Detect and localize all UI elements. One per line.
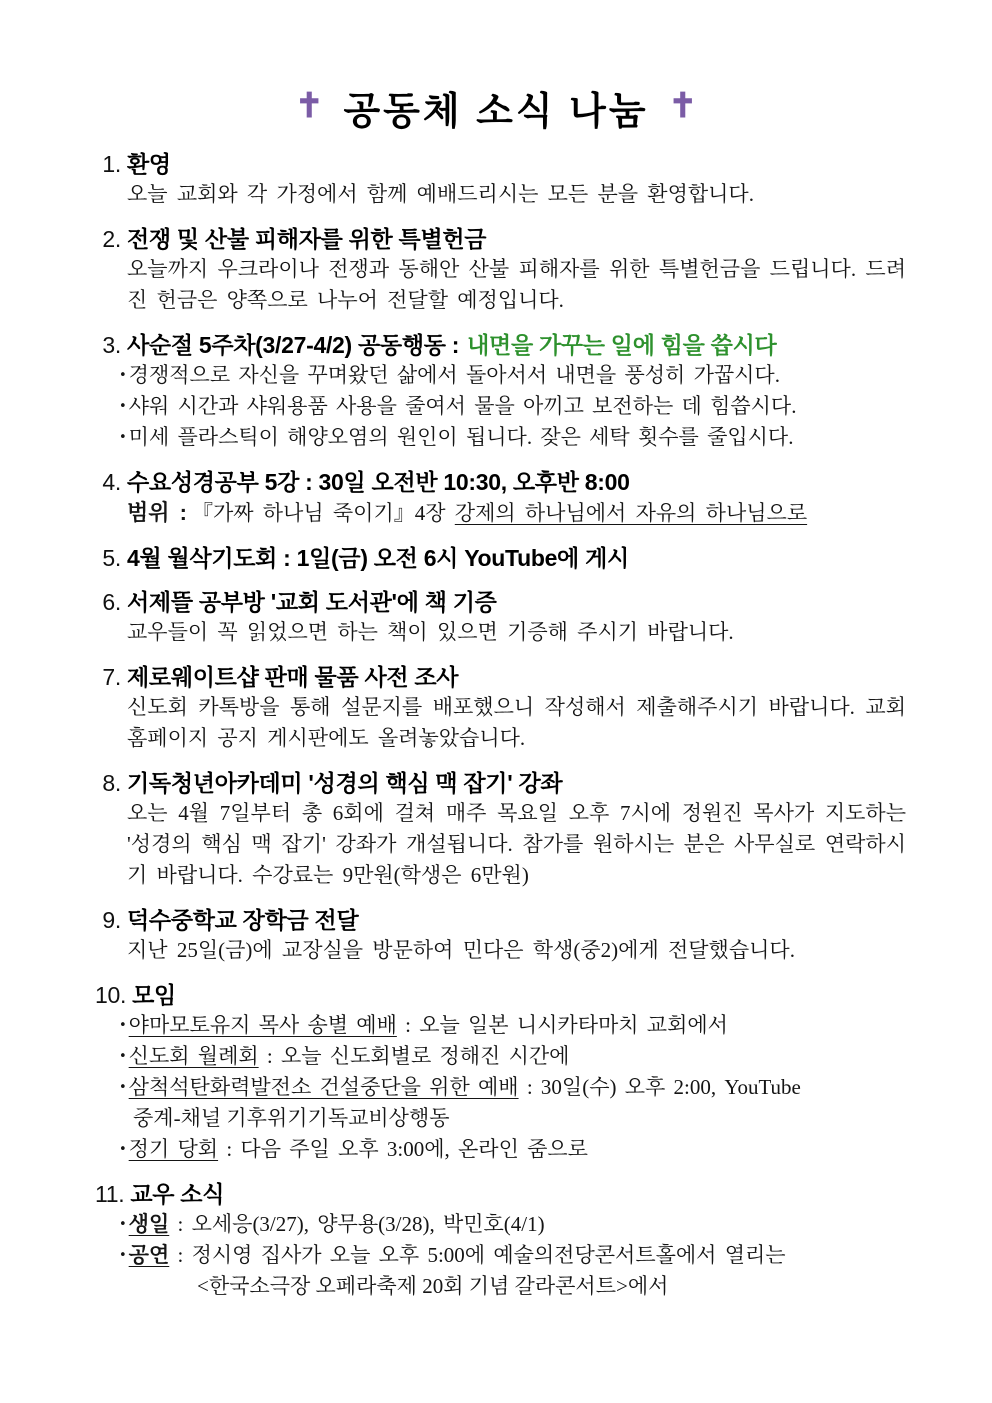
item-title: 덕수중학교 장학금 전달: [127, 907, 359, 933]
bullet-icon: •: [119, 1018, 127, 1033]
announcement-item-5: [95, 543, 906, 573]
page-title-row: [0, 80, 992, 135]
item-number: 2.: [102, 226, 121, 252]
item-title: [127, 330, 776, 360]
meeting-item: [119, 1072, 906, 1103]
item-number: 11.: [95, 1181, 125, 1207]
item-heading-row: [95, 149, 906, 179]
announcement-item-11: [95, 1179, 906, 1302]
meeting-detail-continued: 중계-채널 기후위기기독교비상행동: [133, 1106, 450, 1130]
meeting-name: 야마모토유지 목사 송별 예배: [128, 1013, 397, 1037]
announcement-item-8: [95, 768, 906, 891]
meeting-item: [119, 1041, 906, 1072]
bullet-icon: •: [119, 1080, 127, 1095]
bullet-icon: •: [119, 1248, 127, 1263]
announcement-item-3: [95, 330, 906, 453]
announcement-item-7: [95, 662, 906, 754]
item-title: 4월 월삭기도회 : 1일(금) 오전 6시 YouTube에 게시: [127, 545, 629, 571]
item-number: 1.: [102, 151, 121, 177]
item-body: 교우들이 꼭 읽었으면 하는 책이 있으면 기증해 주시기 바랍니다.: [127, 620, 734, 644]
bullet-icon: •: [119, 399, 127, 414]
item-title: 기독청년아카데미 '성경의 핵심 맥 잡기' 강좌: [127, 770, 563, 796]
bullet-item: [119, 422, 906, 453]
item-title-black: 사순절 5주차(3/27-4/2) 공동행동 :: [127, 332, 460, 358]
item-body: 오늘까지 우크라이나 전쟁과 동해안 산불 피해자를 위한 특별헌금을 드립니다. 드려진 헌금은 양쪽으로 나누어 전달할 예정입니다.: [127, 257, 906, 312]
bullet-item: [119, 360, 906, 391]
news-detail: : 정시영 집사가 오늘 오후 5:00에 예술의전당콘서트홀에서 열리는: [169, 1243, 786, 1267]
page-title: 공동체 소식 나눔: [343, 91, 649, 133]
meeting-name: 삼척석탄화력발전소 건설중단을 위한 예배: [128, 1075, 519, 1099]
item-number: 10.: [95, 982, 127, 1008]
cross-left-icon: ✝: [294, 87, 324, 125]
announcement-item-9: [95, 905, 906, 966]
item-title: 전쟁 및 산불 피해자를 위한 특별헌금: [127, 226, 487, 252]
item-number: 5.: [102, 545, 121, 571]
item-title: 제로웨이트샵 판매 물품 사전 조사: [127, 664, 459, 690]
bible-study-range: [127, 497, 906, 529]
bullet-icon: •: [119, 430, 127, 445]
bullet-icon: •: [119, 1142, 127, 1157]
meeting-name: 정기 당회: [128, 1137, 219, 1161]
item-heading-row: [95, 330, 906, 360]
meeting-list: [119, 1010, 906, 1165]
item-heading-row: [95, 224, 906, 254]
range-chapter-underlined: 강제의 하나님에서 자유의 하나님으로: [454, 501, 808, 525]
item-content: [127, 692, 906, 754]
meeting-detail: : 다음 주일 오후 3:00에, 온라인 줌으로: [218, 1137, 588, 1161]
item-content: [127, 617, 906, 648]
item-heading-row: [95, 980, 906, 1010]
bullet-text: 경쟁적으로 자신을 꾸며왔던 삶에서 돌아서서 내면을 풍성히 가꿉시다.: [128, 363, 780, 387]
announcement-item-1: [95, 149, 906, 210]
item-body: 오는 4월 7일부터 총 6회에 걸쳐 매주 목요일 오후 7시에 정원진 목사가 지도하는 '성경의 핵심 맥 잡기' 강좌가 개설됩니다. 참가를 원하시는 분은 사무실로 연락하시기 바랍니다. 수강료는 9만원(학생은 6만원): [127, 801, 906, 887]
news-category: 생일: [128, 1212, 170, 1236]
item-number: 4.: [102, 469, 121, 495]
meeting-detail: : 30일(수) 오후 2:00, YouTube: [518, 1075, 801, 1099]
item-content: [127, 497, 906, 529]
announcement-item-4: [95, 467, 906, 529]
range-book: 『가짜 하나님 죽이기』4장: [191, 501, 455, 525]
item-heading-row: [95, 1179, 906, 1209]
item-heading-row: [95, 543, 906, 573]
item-title: 환영: [127, 151, 171, 177]
item-heading-row: [95, 768, 906, 798]
bullet-item: [119, 391, 906, 422]
item-body: 신도회 카톡방을 통해 설문지를 배포했으니 작성해서 제출해주시기 바랍니다. 교회 홈페이지 공지 게시판에도 올려놓았습니다.: [127, 695, 906, 750]
item-content: [127, 179, 906, 210]
item-heading-row: [95, 662, 906, 692]
item-heading-row: [95, 905, 906, 935]
bullet-text: 미세 플라스틱이 해양오염의 원인이 됩니다. 잦은 세탁 횟수를 줄입시다.: [128, 425, 794, 449]
announcement-item-10: [95, 980, 906, 1165]
item-number: 3.: [102, 332, 121, 358]
item-content: [127, 935, 906, 966]
bullet-icon: •: [119, 1217, 127, 1232]
item-title-highlight: 내면을 가꾸는 일에 힘을 씁시다: [467, 332, 777, 358]
announcement-item-2: [95, 224, 906, 316]
bullet-list: [119, 360, 906, 453]
bullet-icon: •: [119, 368, 127, 383]
item-title: 모임: [132, 982, 176, 1008]
bullet-text: 샤워 시간과 샤워용품 사용을 줄여서 물을 아끼고 보전하는 데 힘씁시다.: [128, 394, 797, 418]
member-news-list: [119, 1209, 906, 1302]
member-news-item: [119, 1240, 906, 1271]
item-number: 9.: [102, 907, 121, 933]
item-number: 7.: [102, 664, 121, 690]
meeting-detail: : 오늘 일본 니시카타마치 교회에서: [396, 1013, 728, 1037]
meeting-item: [119, 1010, 906, 1041]
meeting-name: 신도회 월례회: [128, 1044, 259, 1068]
item-title: 교우 소식: [130, 1181, 225, 1207]
range-label: 범위 :: [127, 500, 187, 525]
item-body: 오늘 교회와 각 가정에서 함께 예배드리시는 모든 분을 환영합니다.: [127, 182, 754, 206]
news-detail: : 오세응(3/27), 양무용(3/28), 박민호(4/1): [169, 1212, 545, 1236]
item-content: [127, 798, 906, 891]
item-heading-row: [95, 587, 906, 617]
item-content: [127, 254, 906, 316]
cross-right-icon: ✝: [668, 87, 698, 125]
item-heading-row: [95, 467, 906, 497]
item-number: 6.: [102, 589, 121, 615]
news-detail-continued: <한국소극장 오페라축제 20회 기념 갈라콘서트>에서: [197, 1274, 669, 1298]
item-title: 서제뜰 공부방 '교회 도서관'에 책 기증: [127, 589, 497, 615]
bullet-icon: •: [119, 1049, 127, 1064]
item-title: 수요성경공부 5강 : 30일 오전반 10:30, 오후반 8:00: [127, 469, 630, 495]
item-body: 지난 25일(금)에 교장실을 방문하여 민다은 학생(중2)에게 전달했습니다.: [127, 938, 795, 962]
member-news-item: [119, 1209, 906, 1240]
meeting-item: [119, 1134, 906, 1165]
meeting-detail: : 오늘 신도회별로 정해진 시간에: [258, 1044, 570, 1068]
announcement-item-6: [95, 587, 906, 648]
item-number: 8.: [102, 770, 121, 796]
news-category: 공연: [128, 1243, 170, 1267]
